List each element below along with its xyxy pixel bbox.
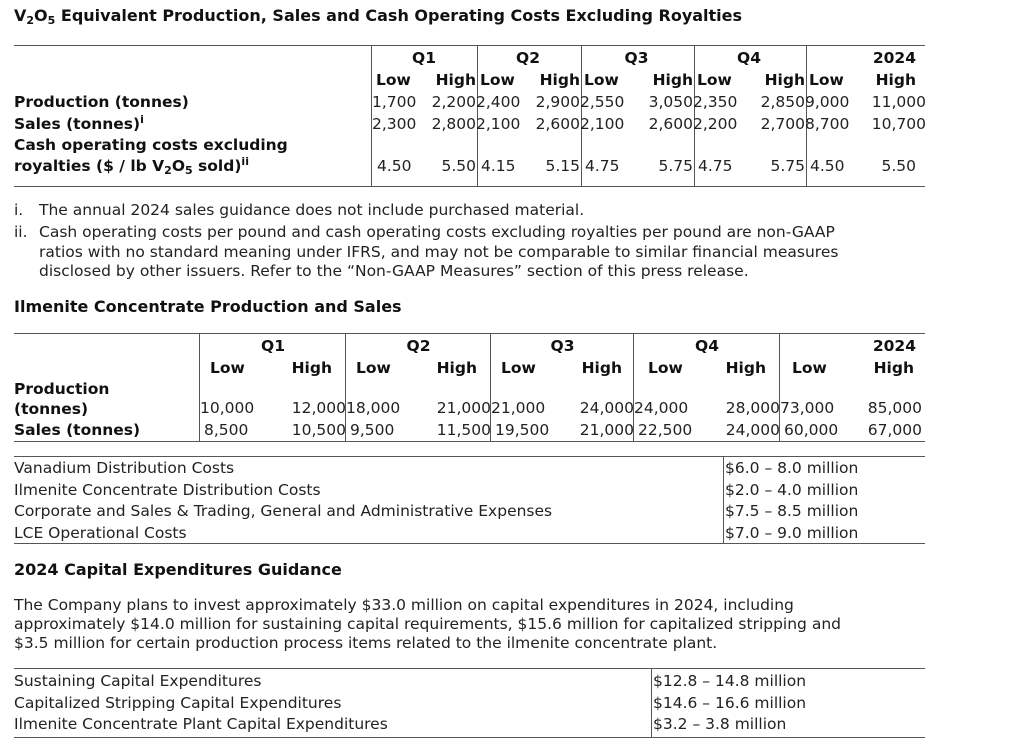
- table-cell: 5.50: [881, 157, 916, 175]
- period-header: Q1: [412, 49, 436, 67]
- table-cell: 4.50: [810, 157, 845, 175]
- table-cell: 2,900: [535, 93, 580, 111]
- low-high-header-row: [14, 69, 926, 91]
- vanadium-section-title: [14, 6, 742, 25]
- subscript: 5: [185, 164, 193, 177]
- cost-label: Corporate and Sales & Trading, General and Administrative Expenses: [14, 502, 553, 520]
- capex-row: [14, 671, 925, 693]
- table-row-cash-costs: [14, 135, 926, 177]
- ilmenite-section-title: Ilmenite Concentrate Production and Sales: [14, 297, 402, 316]
- period-header: Q4: [737, 49, 761, 67]
- subscript: 2: [164, 164, 172, 177]
- low-high-header-row: [14, 357, 926, 379]
- table-cell: 2,200: [693, 115, 738, 133]
- table-cell: 28,000: [725, 399, 780, 417]
- footnote-ii: [14, 223, 838, 282]
- capex-value: $12.8 – 14.8 million: [653, 672, 807, 690]
- period-header: Q3: [624, 49, 649, 67]
- period-header: Q4: [695, 337, 719, 355]
- capex-table-bottom-rule: [14, 737, 925, 738]
- table-cell: 2,350: [693, 93, 738, 111]
- table-cell: 2,800: [431, 115, 476, 133]
- title-text: Equivalent Production, Sales and Cash Operating Costs Excluding Royalties: [55, 6, 743, 25]
- low-header: Low: [376, 71, 411, 89]
- table-cell: 5.50: [441, 157, 476, 175]
- high-header: High: [652, 71, 693, 89]
- row-label: [14, 113, 372, 135]
- table-cell: 1,700: [372, 93, 417, 111]
- footnote-marker: i.: [14, 201, 24, 219]
- row-label-text: sold): [192, 157, 242, 175]
- table-cell: 9,500: [350, 421, 395, 439]
- cost-row: [14, 501, 925, 523]
- low-header: Low: [648, 359, 683, 377]
- table-cell: 9,000: [805, 93, 850, 111]
- capex-value: $3.2 – 3.8 million: [653, 715, 787, 733]
- table-cell: 85,000: [867, 399, 922, 417]
- row-label-text: Sales (tonnes): [14, 115, 141, 133]
- table-cell: 73,000: [780, 399, 835, 417]
- vanadium-guidance-table: [14, 47, 926, 177]
- capex-list: [14, 671, 925, 736]
- capex-row: [14, 714, 925, 736]
- period-header-row: [14, 47, 926, 69]
- table-cell: 24,000: [725, 421, 780, 439]
- table-cell: 24,000: [579, 399, 634, 417]
- table-cell: 2,600: [535, 115, 580, 133]
- period-header: Q2: [406, 337, 431, 355]
- period-header: Q1: [261, 337, 285, 355]
- period-header: 2024: [872, 49, 916, 67]
- table-cell: 5.75: [770, 157, 805, 175]
- high-header: High: [581, 359, 622, 377]
- table-row-production: [14, 91, 926, 113]
- table-cell: 21,000: [491, 399, 546, 417]
- cost-value: $6.0 – 8.0 million: [725, 459, 859, 477]
- table-cell: 2,300: [372, 115, 417, 133]
- table-cell: 2,200: [431, 93, 476, 111]
- table-cell: 18,000: [346, 399, 401, 417]
- ilmenite-table-top-rule: [14, 333, 925, 334]
- table-cell: 21,000: [436, 399, 491, 417]
- capex-table-top-rule: [14, 668, 925, 669]
- row-label-line: Production: [14, 380, 110, 398]
- capex-value: $14.6 – 16.6 million: [653, 693, 807, 712]
- costs-table-top-rule: [14, 456, 925, 457]
- footnote-marker: ii.: [14, 223, 28, 241]
- period-header: Q3: [550, 337, 575, 355]
- table-cell: 24,000: [634, 399, 689, 417]
- paragraph-line: $3.5 million for certain production process items related to the ilmenite concentrate plant.: [14, 634, 718, 652]
- table-cell: 8,700: [805, 115, 850, 133]
- high-header: High: [435, 71, 476, 89]
- table-cell: 4.15: [481, 157, 516, 175]
- table-cell: 12,000: [291, 399, 346, 417]
- high-header: High: [436, 359, 477, 377]
- table-cell: 10,700: [871, 115, 926, 133]
- row-label-line: (tonnes): [14, 400, 89, 418]
- cost-label: LCE Operational Costs: [14, 523, 187, 542]
- footnote-text: The annual 2024 sales guidance does not include purchased material.: [39, 201, 585, 219]
- table-cell: 11,500: [436, 421, 491, 439]
- footnote-i: [14, 201, 584, 219]
- table-cell: 2,550: [580, 93, 625, 111]
- low-header: Low: [501, 359, 536, 377]
- table-cell: 10,000: [200, 399, 255, 417]
- table-cell: 4.75: [585, 157, 620, 175]
- ilmenite-guidance-table: [14, 335, 926, 441]
- table-cell: 5.75: [658, 157, 693, 175]
- row-label-text: royalties ($ / lb V: [14, 157, 165, 175]
- table-cell: 2,100: [476, 115, 521, 133]
- capex-label: Ilmenite Concentrate Plant Capital Expenditures: [14, 715, 388, 733]
- low-header: Low: [809, 71, 844, 89]
- cost-row: [14, 458, 925, 480]
- table-cell: 60,000: [784, 421, 839, 439]
- period-header: 2024: [872, 337, 916, 355]
- table-row-sales: [14, 113, 926, 135]
- cost-row: [14, 480, 925, 502]
- cost-row: [14, 523, 925, 545]
- period-header: Q2: [516, 49, 540, 67]
- capex-label: Capitalized Stripping Capital Expenditures: [14, 693, 342, 712]
- table-cell: 3,050: [648, 93, 693, 111]
- table-cell: 67,000: [867, 421, 922, 439]
- row-label: Sales (tonnes): [14, 421, 141, 439]
- footnote-text: disclosed by other issuers. Refer to the “Non-GAAP Measures” section of this press release.: [39, 262, 749, 280]
- table-cell: 4.50: [377, 157, 412, 175]
- low-header: Low: [480, 71, 515, 89]
- cost-label: Ilmenite Concentrate Distribution Costs: [14, 480, 321, 499]
- low-header: Low: [792, 359, 827, 377]
- title-text: V: [14, 6, 27, 25]
- title-text: O: [34, 6, 48, 25]
- row-label: Production (tonnes): [14, 93, 189, 111]
- title-subscript: 2: [26, 14, 35, 27]
- table-cell: 2,600: [648, 115, 693, 133]
- capex-section-title: 2024 Capital Expenditures Guidance: [14, 560, 342, 579]
- title-subscript: 5: [47, 14, 56, 27]
- ilmenite-table-bottom-rule: [14, 441, 925, 442]
- row-label: [14, 379, 200, 419]
- table-cell: 19,500: [495, 421, 550, 439]
- low-header: Low: [697, 71, 732, 89]
- row-label-line: Cash operating costs excluding: [14, 136, 288, 154]
- vanadium-table-bottom-rule: [14, 186, 925, 187]
- table-cell: 2,100: [580, 115, 625, 133]
- high-header: High: [725, 359, 766, 377]
- footnote-marker: ii: [241, 155, 249, 168]
- capex-paragraph: [14, 596, 841, 653]
- table-cell: 22,500: [638, 421, 693, 439]
- table-cell: 4.75: [698, 157, 733, 175]
- table-cell: 10,500: [291, 421, 346, 439]
- table-cell: 11,000: [871, 93, 926, 111]
- table-cell: 2,400: [476, 93, 521, 111]
- table-cell: 21,000: [579, 421, 634, 439]
- footnote-text: Cash operating costs per pound and cash operating costs excluding royalties per pound are non-GAAP: [39, 223, 835, 241]
- table-row-sales: [14, 419, 926, 441]
- high-header: High: [764, 71, 805, 89]
- cost-value: $2.0 – 4.0 million: [725, 480, 859, 499]
- low-header: Low: [584, 71, 619, 89]
- high-header: High: [873, 359, 914, 377]
- period-header-row: [14, 335, 926, 357]
- cost-value: $7.5 – 8.5 million: [725, 502, 859, 520]
- row-label: [14, 135, 372, 177]
- costs-list: [14, 458, 925, 544]
- footnote-marker: i: [140, 113, 144, 126]
- cost-label: Vanadium Distribution Costs: [14, 459, 235, 477]
- low-header: Low: [210, 359, 245, 377]
- high-header: High: [539, 71, 580, 89]
- vanadium-table-top-rule: [14, 45, 925, 46]
- high-header: High: [875, 71, 916, 89]
- capex-label: Sustaining Capital Expenditures: [14, 672, 262, 690]
- footnote-text: ratios with no standard meaning under IFRS, and may not be comparable to similar financial measures: [39, 242, 839, 261]
- paragraph-line: The Company plans to invest approximately $33.0 million on capital expenditures in 2024, including: [14, 596, 794, 614]
- row-label-line: [14, 156, 372, 177]
- table-cell: 2,850: [760, 93, 805, 111]
- table-cell: 5.15: [545, 157, 580, 175]
- capex-row: [14, 693, 925, 715]
- low-header: Low: [356, 359, 391, 377]
- table-cell: 8,500: [204, 421, 249, 439]
- paragraph-line: approximately $14.0 million for sustaining capital requirements, $15.6 million for capitalized stripping and: [14, 615, 841, 633]
- cost-value: $7.0 – 9.0 million: [725, 523, 859, 542]
- row-label-text: O: [171, 157, 185, 175]
- table-cell: 2,700: [760, 115, 805, 133]
- table-row-production: [14, 379, 926, 419]
- high-header: High: [291, 359, 332, 377]
